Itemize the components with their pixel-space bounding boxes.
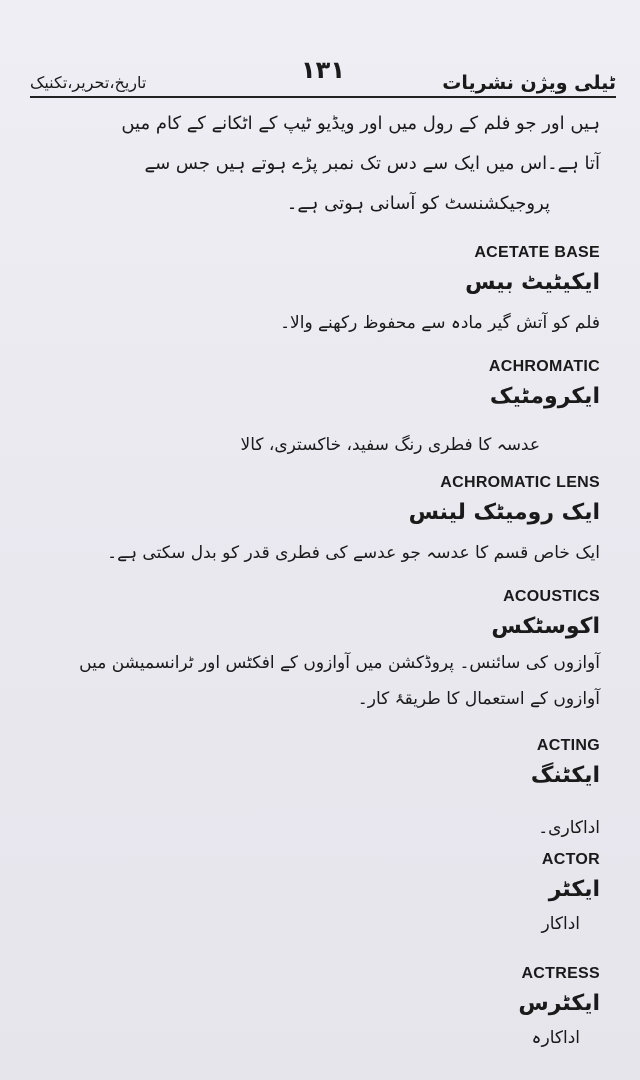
page-header: [30, 56, 616, 98]
urdu-term: ایکٹر: [548, 877, 600, 902]
glossary-entry: [30, 588, 600, 717]
glossary-entry: [30, 851, 600, 942]
page-number: ١٣١: [301, 56, 345, 84]
glossary-entry: [30, 965, 600, 1056]
glossary-entry: [30, 244, 600, 341]
intro-line: پروجیکشنسٹ کو آسانی ہوتی ہے۔: [286, 193, 550, 214]
definition: [30, 645, 600, 717]
urdu-term: ایکٹرس: [518, 991, 600, 1016]
header-subtitle: تاریخ،تحریر،تکنیک: [30, 73, 147, 92]
intro-line: ہیں اور جو فلم کے رول میں اور ویڈیو ٹیپ کے اٹکانے کے کام میں: [121, 113, 600, 134]
urdu-term: ایکٹنگ: [530, 763, 600, 788]
definition: اداکار: [541, 914, 580, 934]
english-term: ACETATE BASE: [474, 244, 600, 261]
english-term: ACTRESS: [521, 965, 600, 982]
definition: اداکارہ: [531, 1028, 580, 1048]
definition: عدسہ کا فطری رنگ سفید، خاکستری، کالا: [240, 435, 540, 455]
glossary-entry: [30, 358, 600, 463]
english-term: ACTING: [536, 737, 600, 754]
urdu-term: اکوسٹکس: [491, 614, 600, 639]
intro-line: آتا ہے۔اس میں ایک سے دس تک نمبر پڑے ہوتے ہیں جس سے: [144, 153, 600, 174]
header-title: ٹیلی ویژن نشریات: [442, 72, 616, 94]
intro-paragraph: [30, 104, 600, 224]
english-term: ACHROMATIC: [488, 358, 600, 375]
glossary-entry: [30, 737, 600, 846]
urdu-term: ایک رومیٹک لینس: [408, 500, 600, 525]
urdu-term: ایکرومٹیک: [489, 384, 600, 409]
definition: فلم کو آتش گیر مادہ سے محفوظ رکھنے والا۔: [280, 313, 600, 333]
english-term: ACTOR: [541, 851, 600, 868]
english-term: ACOUSTICS: [503, 588, 600, 605]
definition-line: آوازوں کے استعمال کا طریقۂ کار۔: [357, 689, 600, 709]
english-term: ACHROMATIC LENS: [440, 474, 600, 491]
glossary-entry: [30, 474, 600, 571]
definition: ایک خاص قسم کا عدسہ جو عدسے کی فطری قدر کو بدل سکتی ہے۔: [107, 543, 600, 563]
urdu-term: ایکیٹیٹ بیس: [465, 270, 600, 295]
definition-line: آوازوں کی سائنس۔ پروڈکشن میں آوازوں کے افکٹس اور ٹرانسمیشن میں: [79, 653, 600, 673]
definition: اداکاری۔: [538, 818, 600, 838]
